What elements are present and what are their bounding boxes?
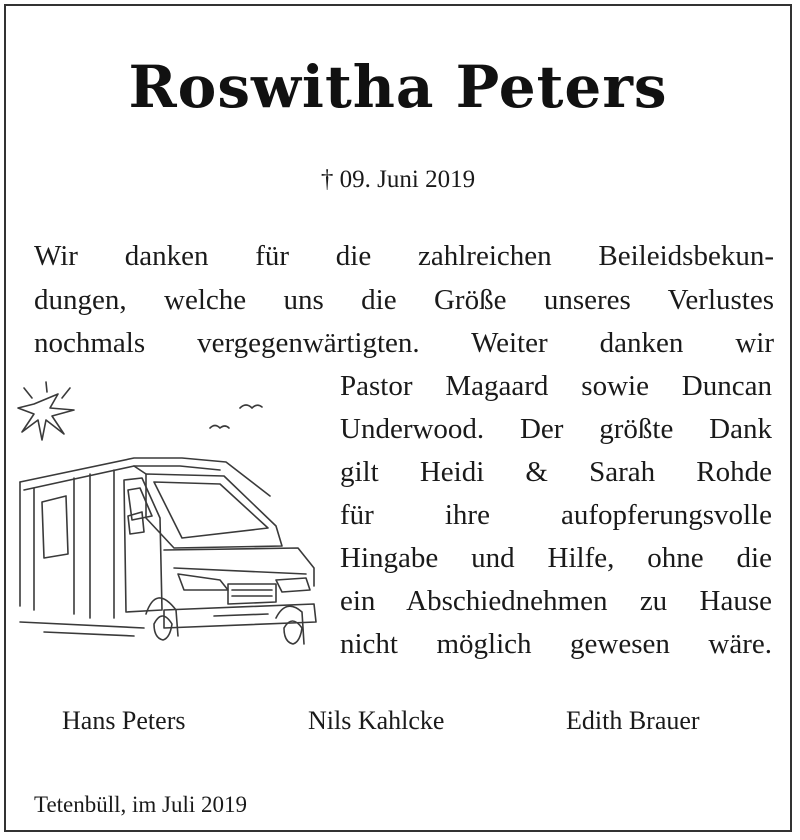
camper-van-sun-birds-icon — [14, 378, 326, 670]
body-line: für ihre aufopferungsvolle — [340, 499, 772, 531]
body-line: gilt Heidi & Sarah Rohde — [340, 456, 772, 488]
body-line: Underwood. Der größte Dank — [340, 413, 772, 445]
deceased-name: Roswitha Peters — [128, 53, 668, 121]
bird-icon — [210, 426, 229, 429]
place-and-date: Tetenbüll, im Juli 2019 — [34, 792, 248, 817]
body-line: Hingabe und Hilfe, ohne die — [340, 542, 772, 574]
body-line: dungen, welche uns die Größe unseres Verlustes — [34, 284, 774, 316]
bird-icon — [240, 405, 262, 408]
obituary-notice — [4, 4, 792, 832]
body-line: nochmals vergegenwärtigten. Weiter danken wir — [34, 327, 774, 359]
body-line: Pastor Magaard sowie Duncan — [340, 370, 772, 402]
signatory: Edith Brauer — [566, 706, 700, 735]
signatory: Nils Kahlcke — [308, 706, 445, 735]
signatory: Hans Peters — [62, 706, 186, 735]
body-line: ein Abschiednehmen zu Hause — [340, 585, 772, 617]
body-line: Wir danken für die zahlreichen Beileidsbekun- — [34, 240, 774, 272]
body-line: nicht möglich gewesen wäre. — [340, 628, 772, 660]
sun-icon — [18, 382, 74, 440]
death-date: † 09. Juni 2019 — [320, 166, 476, 193]
van-icon — [20, 458, 316, 644]
